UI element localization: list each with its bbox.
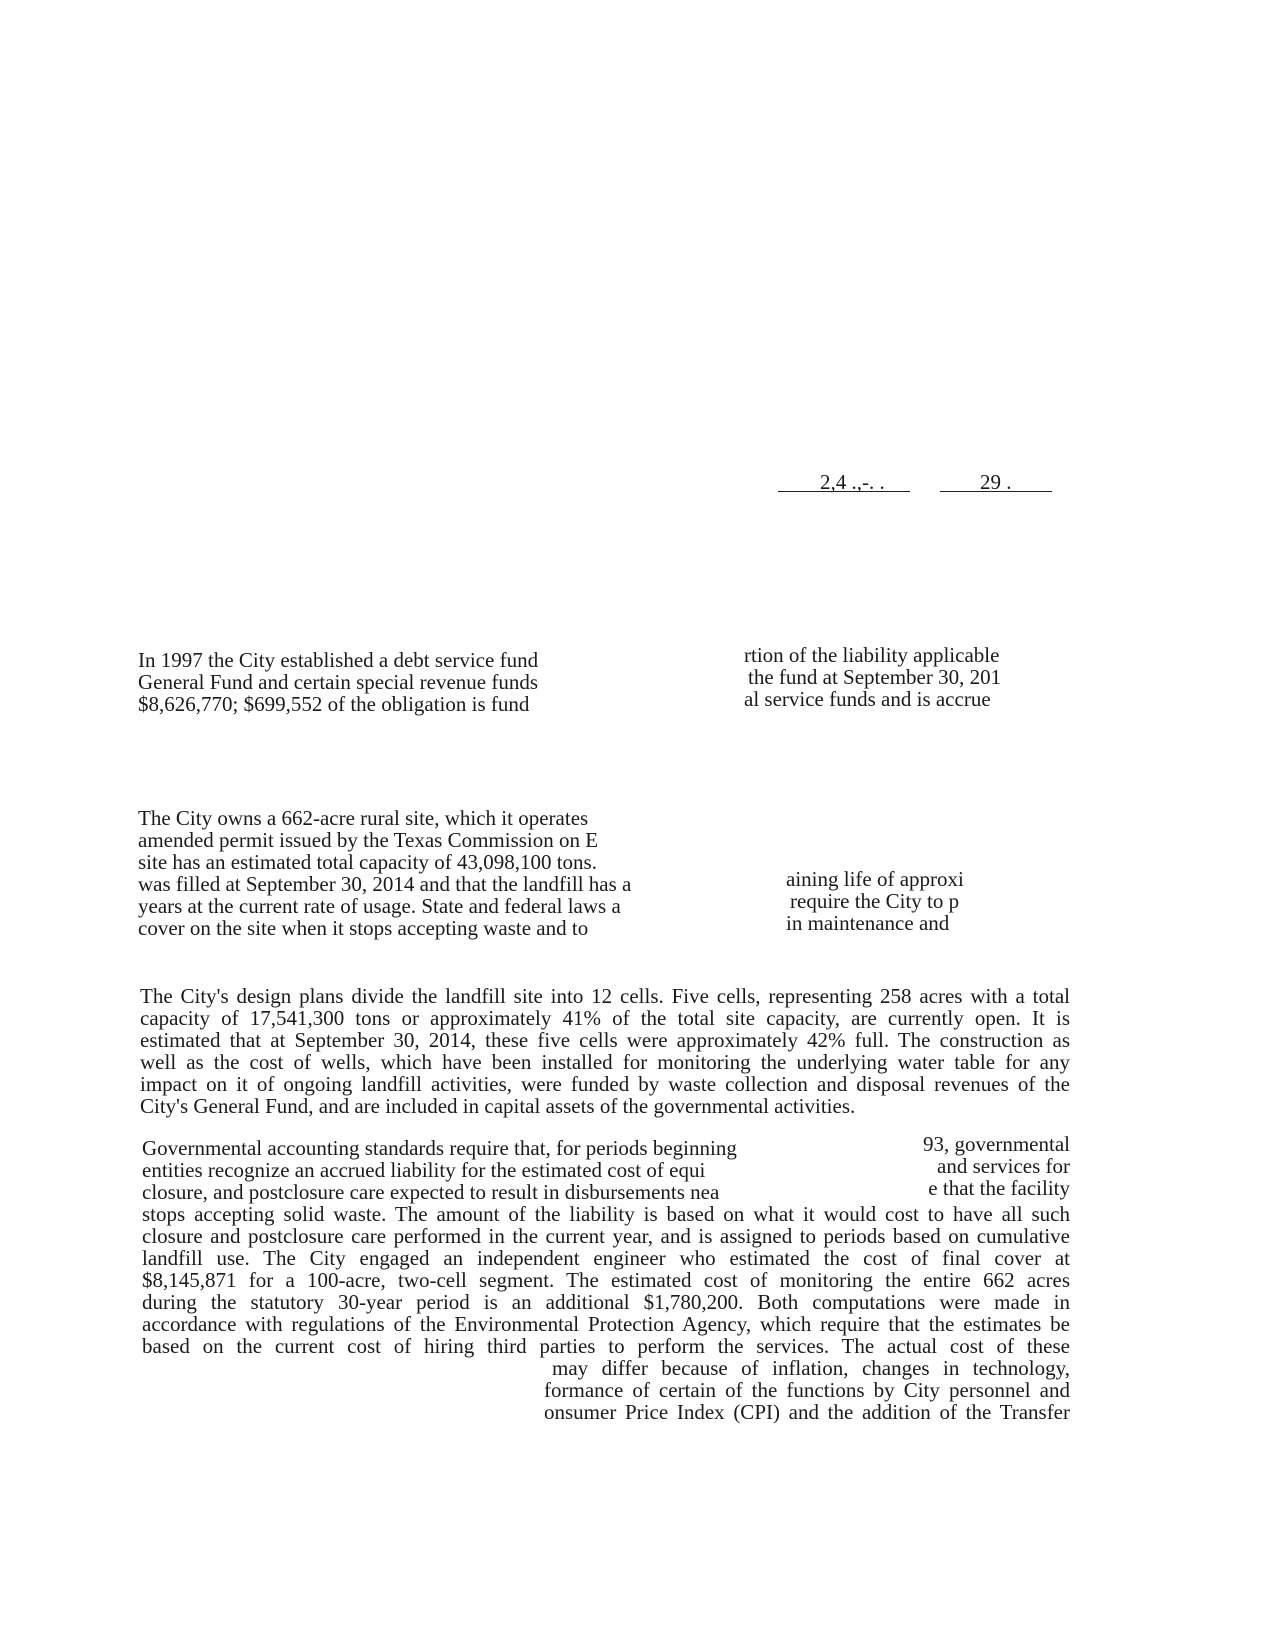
para-4-line: landfill use. The City engaged an independent engineer who estimated the cost of final cover at	[142, 1246, 1070, 1270]
para-3-line: capacity of 17,541,300 tons or approximately 41% of the total site capacity, are currently open. It is	[140, 1006, 1070, 1030]
para-4-right-line: and services for	[937, 1154, 1070, 1178]
para-1-right-line: al service funds and is accrue	[744, 687, 991, 711]
para-3-line: The City's design plans divide the landfill site into 12 cells. Five cells, representing 258 acres with a total	[140, 984, 1070, 1008]
para-2-left-line: site has an estimated total capacity of 43,098,100 tons.	[138, 850, 597, 874]
table-underline-right	[940, 491, 1052, 492]
para-3-line: estimated that at September 30, 2014, these five cells were approximately 42% full. The construction as	[140, 1028, 1070, 1052]
para-4-left-line: entities recognize an accrued liability for the estimated cost of equi	[142, 1158, 706, 1182]
para-1-right-line: rtion of the liability applicable	[744, 643, 1000, 667]
para-4-line: closure and postclosure care performed in the current year, and is assigned to periods based on cumulative	[142, 1224, 1070, 1248]
para-2-left-line: years at the current rate of usage. State and federal laws a	[138, 894, 621, 918]
para-2-left-line: The City owns a 662-acre rural site, which it operates	[138, 806, 589, 830]
para-4-line: accordance with regulations of the Environmental Protection Agency, which require that the estimates be	[142, 1312, 1070, 1336]
para-4-tail-line: onsumer Price Index (CPI) and the addition of the Transfer	[544, 1400, 1070, 1424]
para-4-left-line: closure, and postclosure care expected to result in disbursements nea	[142, 1180, 720, 1204]
para-4-tail-line: may differ because of inflation, changes in technology,	[552, 1356, 1070, 1380]
para-2-right-line: require the City to p	[790, 889, 960, 913]
para-4-line: $8,145,871 for a 100-acre, two-cell segment. The estimated cost of monitoring the entire 662 acres	[142, 1268, 1070, 1292]
para-4-right-line: e that the facility	[928, 1176, 1070, 1200]
table-underline-left	[778, 491, 910, 492]
para-1-left-line: $8,626,770; $699,552 of the obligation is fund	[138, 692, 530, 716]
para-1-left-line: In 1997 the City established a debt service fund	[138, 648, 539, 672]
table-value-right: 29 .	[980, 470, 1012, 494]
para-4-line: stops accepting solid waste. The amount of the liability is based on what it would cost to have all such	[142, 1202, 1070, 1226]
para-1-right-line: the fund at September 30, 201	[748, 665, 1002, 689]
para-2-right-line: in maintenance and	[786, 911, 950, 935]
para-4-left-line: Governmental accounting standards require that, for periods beginning	[142, 1136, 737, 1160]
para-2-left-line: amended permit issued by the Texas Commission on E	[138, 828, 599, 852]
para-2-left-line: cover on the site when it stops accepting waste and to	[138, 916, 589, 940]
para-2-left-line: was filled at September 30, 2014 and that the landfill has a	[138, 872, 632, 896]
para-3-line: City's General Fund, and are included in capital assets of the governmental activities.	[140, 1094, 856, 1118]
table-value-left: 2,4 .,-. .	[820, 470, 885, 494]
para-4-line: based on the current cost of hiring third parties to perform the services. The actual cost of these	[142, 1334, 1070, 1358]
para-3-line: impact on it of ongoing landfill activities, were funded by waste collection and disposal revenues of the	[140, 1072, 1070, 1096]
para-2-right-line: aining life of approxi	[786, 867, 964, 891]
para-3-line: well as the cost of wells, which have been installed for monitoring the underlying water table for any	[140, 1050, 1070, 1074]
para-4-tail-line: formance of certain of the functions by City personnel and	[544, 1378, 1070, 1402]
para-1-left-line: General Fund and certain special revenue funds	[138, 670, 539, 694]
para-4-right-line: 93, governmental	[923, 1132, 1070, 1156]
para-4-line: during the statutory 30-year period is an additional $1,780,200. Both computations were made in	[142, 1290, 1070, 1314]
